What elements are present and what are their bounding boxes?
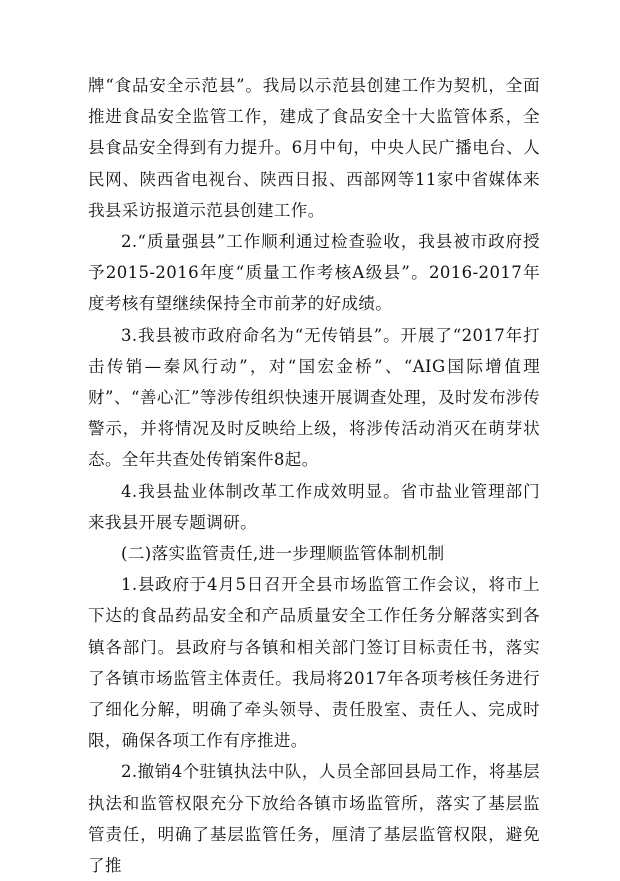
paragraph-continuation-food-safety: 牌“食品安全示范县”。我局以示范县创建工作为契机，全面推进食品安全监管工作，建成了食品安全十大监管体系，全县食品安全得到有力提升。6月中旬，中央人民广播电台、人民网、陕西省电视台、陕西日报、西部网等11家中省媒体来我县采访报道示范县创建工作。 xyxy=(88,76,540,220)
paragraph-no-mlm-county: 3.我县被市政府命名为“无传销县”。开展了“2017年打击传销—秦风行动”，对“国宏金桥”、“AIG国际增值理财”、“善心汇”等涉传组织快速开展调查处理，及时发布涉传警示，并将情况及时反映给上级，将涉传活动消灭在萌芽状态。全年共查处传销案件8起。 xyxy=(88,325,540,470)
paragraph-quality-county: 2.“质量强县”工作顺利通过检查验收，我县被市政府授予2015-2016年度“质量工作考核A级县”。2016-2017年度考核有望继续保持全市前茅的好成绩。 xyxy=(88,232,540,314)
paragraph-county-meeting: 1.县政府于4月5日召开全县市场监管工作会议，将市上下达的食品药品安全和产品质量安全工作任务分解落实到各镇各部门。县政府与各镇和相关部门签订目标责任书，落实了各镇市场监管主体责任。我局将2017年各项考核任务进行了细化分解，明确了牵头领导、责任股室、责任人、完成时限，确保各项工作有序推进。 xyxy=(88,575,540,751)
section-heading-supervision-responsibility: (二)落实监管责任,进一步理顺监管体制机制 xyxy=(121,544,445,564)
document-body xyxy=(88,70,540,881)
paragraph-salt-reform: 4.我县盐业体制改革工作成效明显。省市盐业管理部门来我县开展专题调研。 xyxy=(88,481,540,532)
paragraph-dissolve-squads: 2.撤销4个驻镇执法中队，人员全部回县局工作，将基层执法和监管权限充分下放给各镇市场监管所，落实了基层监管责任，明确了基层监管任务，厘清了基层监管权限，避免了推 xyxy=(88,762,540,876)
